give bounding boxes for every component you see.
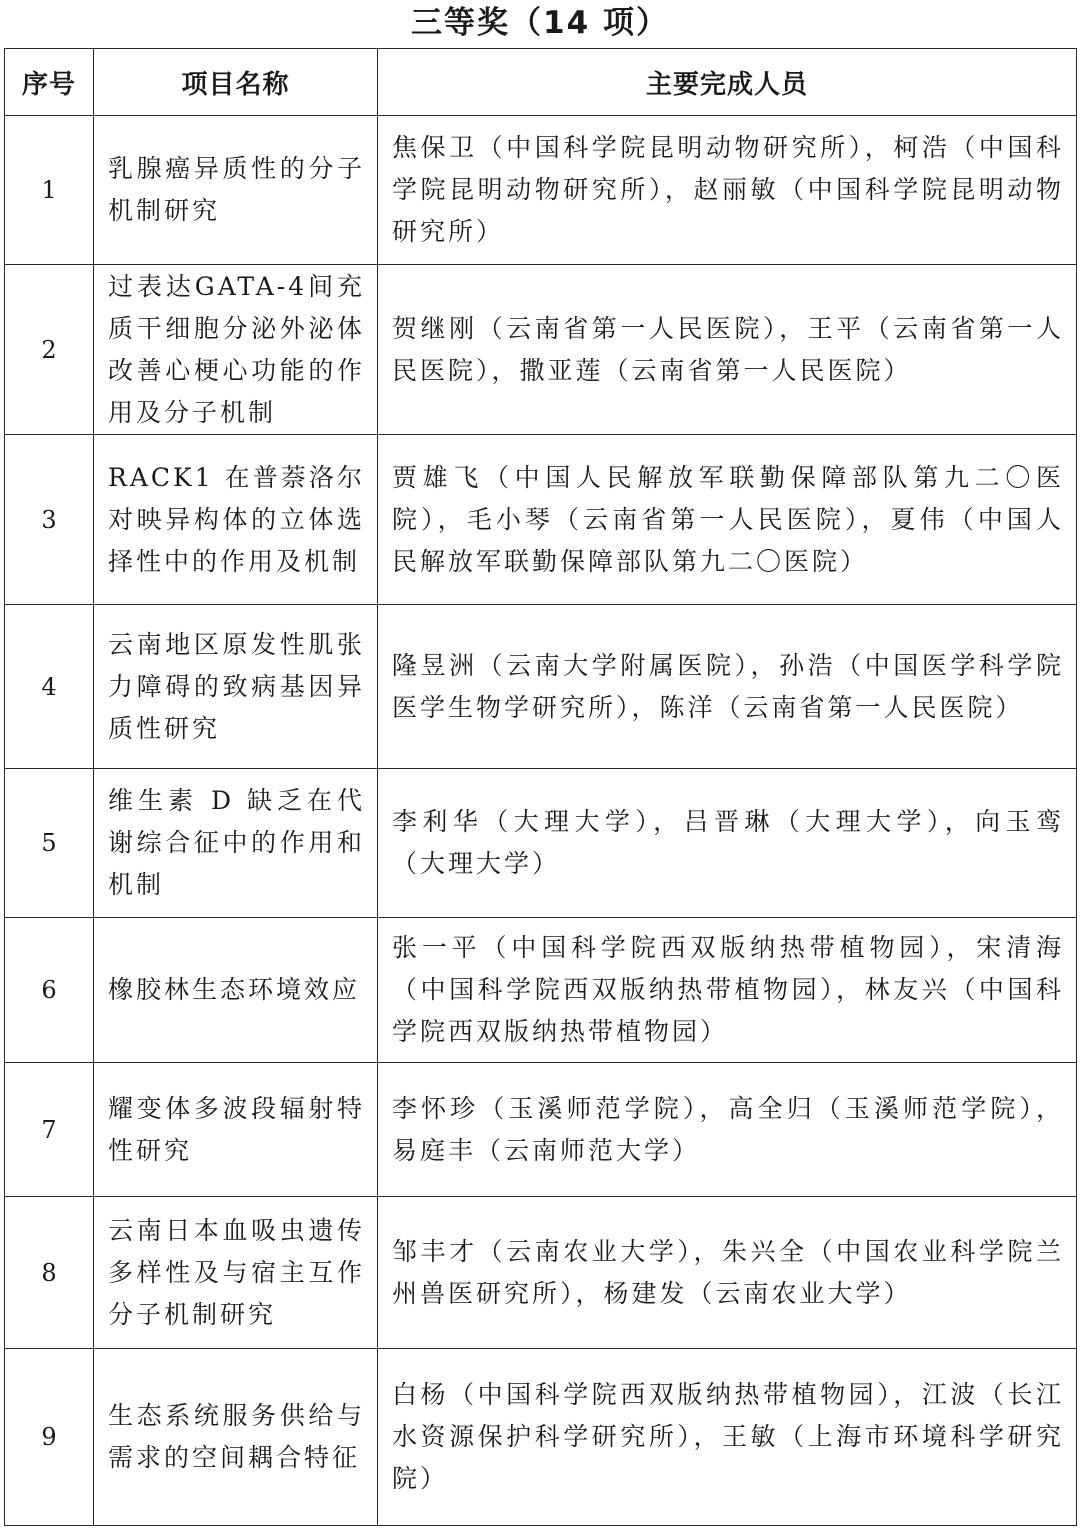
team-members: 白杨（中国科学院西双版纳热带植物园），江波（长江水资源保护科学研究所），王敏（上海市环境科学研究院） <box>378 1349 1077 1526</box>
team-members: 邹丰才（云南农业大学），朱兴全（中国农业科学院兰州兽医研究所），杨建发（云南农业大学） <box>378 1197 1077 1349</box>
header-num: 序号 <box>5 49 94 116</box>
project-name: 过表达GATA-4间充质干细胞分泌外泌体改善心梗心功能的作用及分子机制 <box>94 265 378 435</box>
row-number: 2 <box>5 265 94 435</box>
row-number: 3 <box>5 435 94 605</box>
row-number: 4 <box>5 605 94 769</box>
table-row <box>5 605 1077 769</box>
project-name: 维生素 D 缺乏在代谢综合征中的作用和机制 <box>94 769 378 918</box>
table-row <box>5 1063 1077 1197</box>
team-members: 隆昱洲（云南大学附属医院），孙浩（中国医学科学院医学生物学研究所），陈洋（云南省第一人民医院） <box>378 605 1077 769</box>
team-members: 张一平（中国科学院西双版纳热带植物园），宋清海（中国科学院西双版纳热带植物园），林友兴（中国科学院西双版纳热带植物园） <box>378 918 1077 1063</box>
project-name: 生态系统服务供给与需求的空间耦合特征 <box>94 1349 378 1526</box>
table-row <box>5 1349 1077 1526</box>
header-row <box>5 49 1077 116</box>
table-row <box>5 265 1077 435</box>
header-name: 项目名称 <box>94 49 378 116</box>
row-number: 1 <box>5 116 94 265</box>
project-name: RACK1 在普萘洛尔对映异构体的立体选择性中的作用及机制 <box>94 435 378 605</box>
team-members: 李怀珍（玉溪师范学院），高全归（玉溪师范学院），易庭丰（云南师范大学） <box>378 1063 1077 1197</box>
table-row <box>5 435 1077 605</box>
team-members: 贺继刚（云南省第一人民医院），王平（云南省第一人民医院），撒亚莲（云南省第一人民医院） <box>378 265 1077 435</box>
row-number: 8 <box>5 1197 94 1349</box>
row-number: 7 <box>5 1063 94 1197</box>
project-name: 橡胶林生态环境效应 <box>94 918 378 1063</box>
project-name: 耀变体多波段辐射特性研究 <box>94 1063 378 1197</box>
award-table <box>4 48 1077 1526</box>
project-name: 云南日本血吸虫遗传多样性及与宿主互作分子机制研究 <box>94 1197 378 1349</box>
table-row <box>5 918 1077 1063</box>
header-people: 主要完成人员 <box>378 49 1077 116</box>
team-members: 李利华（大理大学），吕晋琳（大理大学），向玉鸾（大理大学） <box>378 769 1077 918</box>
row-number: 5 <box>5 769 94 918</box>
team-members: 贾雄飞（中国人民解放军联勤保障部队第九二〇医院），毛小琴（云南省第一人民医院），夏伟（中国人民解放军联勤保障部队第九二〇医院） <box>378 435 1077 605</box>
row-number: 6 <box>5 918 94 1063</box>
table-row <box>5 116 1077 265</box>
table-row <box>5 769 1077 918</box>
table-row <box>5 1197 1077 1349</box>
page-title: 三等奖（14 项） <box>411 5 669 41</box>
project-name: 乳腺癌异质性的分子机制研究 <box>94 116 378 265</box>
row-number: 9 <box>5 1349 94 1526</box>
project-name: 云南地区原发性肌张力障碍的致病基因异质性研究 <box>94 605 378 769</box>
team-members: 焦保卫（中国科学院昆明动物研究所），柯浩（中国科学院昆明动物研究所），赵丽敏（中国科学院昆明动物研究所） <box>378 116 1077 265</box>
